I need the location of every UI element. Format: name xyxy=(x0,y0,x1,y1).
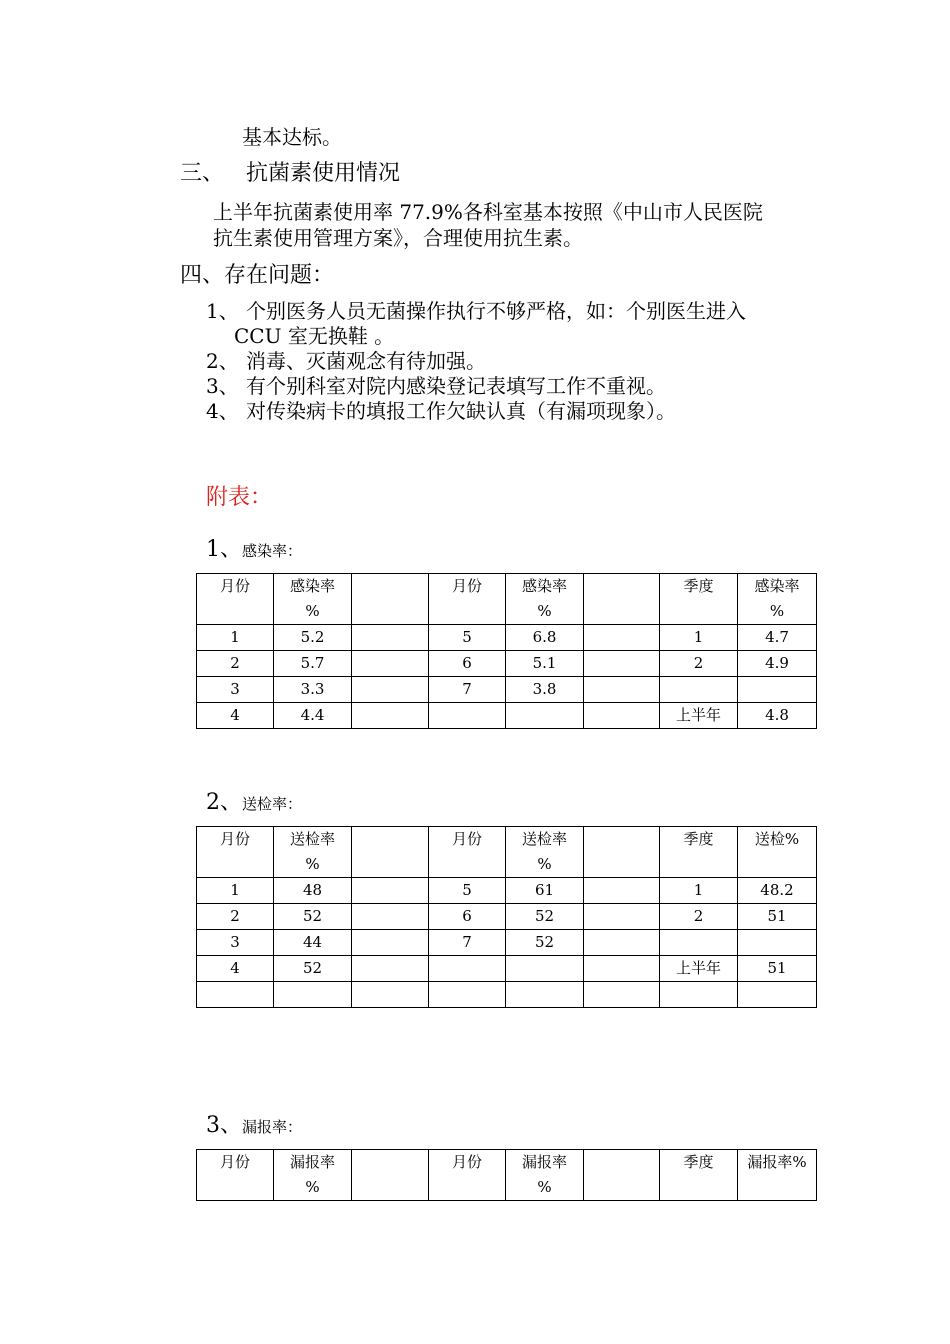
table-row xyxy=(197,651,817,677)
table-cell xyxy=(429,956,506,982)
table-header-cell: 送检% xyxy=(738,827,817,878)
table-cell: 2 xyxy=(660,904,738,930)
table-cell xyxy=(506,956,584,982)
issue-1-continuation: CCU 室无换鞋 。 xyxy=(234,324,395,348)
table-cell: 5.2 xyxy=(274,625,352,651)
table-header-row xyxy=(197,827,817,878)
issue-1-text: 个别医务人员无菌操作执行不够严格，如：个别医生进入 xyxy=(246,299,746,323)
table-row xyxy=(197,956,817,982)
table-cell: 4 xyxy=(197,703,274,729)
table-cell: 1 xyxy=(660,625,738,651)
table-cell: 2 xyxy=(197,651,274,677)
table3-caption xyxy=(206,1112,302,1140)
table-header-cell: 感染率 % xyxy=(506,574,584,625)
table-cell xyxy=(352,878,429,904)
section3-title: 抗菌素使用情况 xyxy=(246,161,401,186)
table-cell xyxy=(738,982,817,1008)
table-cell: 1 xyxy=(197,625,274,651)
table-cell xyxy=(584,677,660,703)
table-cell xyxy=(352,904,429,930)
table-cell xyxy=(506,982,584,1008)
table-cell: 6 xyxy=(429,651,506,677)
infection-rate-table xyxy=(196,573,817,729)
table-header-cell xyxy=(352,827,429,878)
table-cell: 上半年 xyxy=(660,703,738,729)
table-cell: 52 xyxy=(506,930,584,956)
table-row xyxy=(197,982,817,1008)
table-cell xyxy=(352,677,429,703)
issue-4-text: 对传染病卡的填报工作欠缺认真（有漏项现象）。 xyxy=(246,399,676,423)
table-cell: 52 xyxy=(274,956,352,982)
table-cell: 52 xyxy=(274,904,352,930)
issue-3-text: 有个别科室对院内感染登记表填写工作不重视。 xyxy=(246,374,666,398)
table-cell xyxy=(584,982,660,1008)
table-header-cell: 月份 xyxy=(197,574,274,625)
issue-1-number: 1、 xyxy=(206,299,239,323)
table-cell: 5 xyxy=(429,878,506,904)
table-cell: 5.7 xyxy=(274,651,352,677)
table-cell: 上半年 xyxy=(660,956,738,982)
table-cell xyxy=(584,703,660,729)
table-cell xyxy=(584,956,660,982)
table-cell: 2 xyxy=(197,904,274,930)
table-cell: 3.8 xyxy=(506,677,584,703)
table-cell xyxy=(584,625,660,651)
table-cell: 4 xyxy=(197,956,274,982)
table-cell: 5.1 xyxy=(506,651,584,677)
table-cell: 6 xyxy=(429,904,506,930)
table-header-cell: 月份 xyxy=(197,827,274,878)
table-header-cell: 季度 xyxy=(660,1150,738,1201)
section3-line2: 抗生素使用管理方案》，合理使用抗生素。 xyxy=(213,226,583,250)
table-cell: 51 xyxy=(738,956,817,982)
table-header-cell: 漏报率 % xyxy=(274,1150,352,1201)
table-cell: 61 xyxy=(506,878,584,904)
table-cell xyxy=(429,703,506,729)
table-cell: 51 xyxy=(738,904,817,930)
table-header-cell: 季度 xyxy=(660,827,738,878)
table2-number: 2、 xyxy=(206,790,242,815)
appendix-title: 附表： xyxy=(206,485,273,510)
table-header-cell: 感染率 % xyxy=(738,574,817,625)
table-header-row xyxy=(197,1150,817,1201)
table-cell xyxy=(506,703,584,729)
table-cell: 3.3 xyxy=(274,677,352,703)
table-cell xyxy=(584,651,660,677)
table-cell: 4.9 xyxy=(738,651,817,677)
table-cell: 48 xyxy=(274,878,352,904)
table-cell: 3 xyxy=(197,930,274,956)
table-cell: 2 xyxy=(660,651,738,677)
table-cell: 7 xyxy=(429,930,506,956)
table-cell: 6.8 xyxy=(506,625,584,651)
table-cell: 5 xyxy=(429,625,506,651)
table1-caption-text: 感染率： xyxy=(242,542,303,560)
table-cell xyxy=(352,982,429,1008)
table-header-cell xyxy=(352,574,429,625)
table-cell: 48.2 xyxy=(738,878,817,904)
table-cell: 1 xyxy=(197,878,274,904)
table-header-cell: 季度 xyxy=(660,574,738,625)
table-cell: 3 xyxy=(197,677,274,703)
table-row xyxy=(197,904,817,930)
issue-2-number: 2、 xyxy=(206,349,239,373)
section3-line1: 上半年抗菌素使用率 77.9%各科室基本按照《中山市人民医院 xyxy=(213,200,763,224)
table-cell: 44 xyxy=(274,930,352,956)
table-cell xyxy=(660,677,738,703)
issue-4-number: 4、 xyxy=(206,399,239,423)
table-cell: 1 xyxy=(660,878,738,904)
table-cell xyxy=(274,982,352,1008)
table-header-cell: 月份 xyxy=(429,827,506,878)
table-cell: 7 xyxy=(429,677,506,703)
table2-caption xyxy=(206,789,302,817)
underreport-rate-table xyxy=(196,1149,817,1201)
table-header-cell xyxy=(352,1150,429,1201)
table-cell xyxy=(584,904,660,930)
table-cell: 52 xyxy=(506,904,584,930)
table-cell xyxy=(352,703,429,729)
table-cell: 4.4 xyxy=(274,703,352,729)
section3-number: 三、 xyxy=(180,161,225,186)
table-header-cell: 月份 xyxy=(429,1150,506,1201)
table3-caption-text: 漏报率： xyxy=(242,1118,303,1136)
table1-number: 1、 xyxy=(206,537,242,562)
table-cell xyxy=(352,625,429,651)
table-cell xyxy=(660,982,738,1008)
table-cell xyxy=(584,878,660,904)
intro-tail-text: 基本达标。 xyxy=(242,125,342,149)
table-cell xyxy=(352,930,429,956)
table-cell: 4.7 xyxy=(738,625,817,651)
table-row xyxy=(197,878,817,904)
table-cell: 4.8 xyxy=(738,703,817,729)
table-row xyxy=(197,625,817,651)
table-cell xyxy=(738,930,817,956)
table3-number: 3、 xyxy=(206,1113,242,1138)
issue-2-text: 消毒、灭菌观念有待加强。 xyxy=(246,349,486,373)
table-header-cell xyxy=(584,574,660,625)
table-header-cell: 漏报率 % xyxy=(506,1150,584,1201)
table-header-cell: 感染率 % xyxy=(274,574,352,625)
table2-caption-text: 送检率： xyxy=(242,795,303,813)
table-row xyxy=(197,677,817,703)
table-cell xyxy=(660,930,738,956)
table-cell xyxy=(352,956,429,982)
table-header-row xyxy=(197,574,817,625)
table1-caption xyxy=(206,536,302,564)
table-cell xyxy=(352,651,429,677)
table-cell xyxy=(197,982,274,1008)
table-header-cell: 漏报率% xyxy=(738,1150,817,1201)
table-header-cell: 月份 xyxy=(429,574,506,625)
table-header-cell: 送检率 % xyxy=(274,827,352,878)
table-header-cell xyxy=(584,827,660,878)
table-cell xyxy=(584,930,660,956)
table-header-cell: 送检率 % xyxy=(506,827,584,878)
table-row xyxy=(197,930,817,956)
inspection-rate-table xyxy=(196,826,817,1008)
table-row xyxy=(197,703,817,729)
section4-title: 四、存在问题： xyxy=(180,263,335,288)
table-cell xyxy=(429,982,506,1008)
table-cell xyxy=(738,677,817,703)
table-header-cell xyxy=(584,1150,660,1201)
issue-3-number: 3、 xyxy=(206,374,239,398)
table-header-cell: 月份 xyxy=(197,1150,274,1201)
